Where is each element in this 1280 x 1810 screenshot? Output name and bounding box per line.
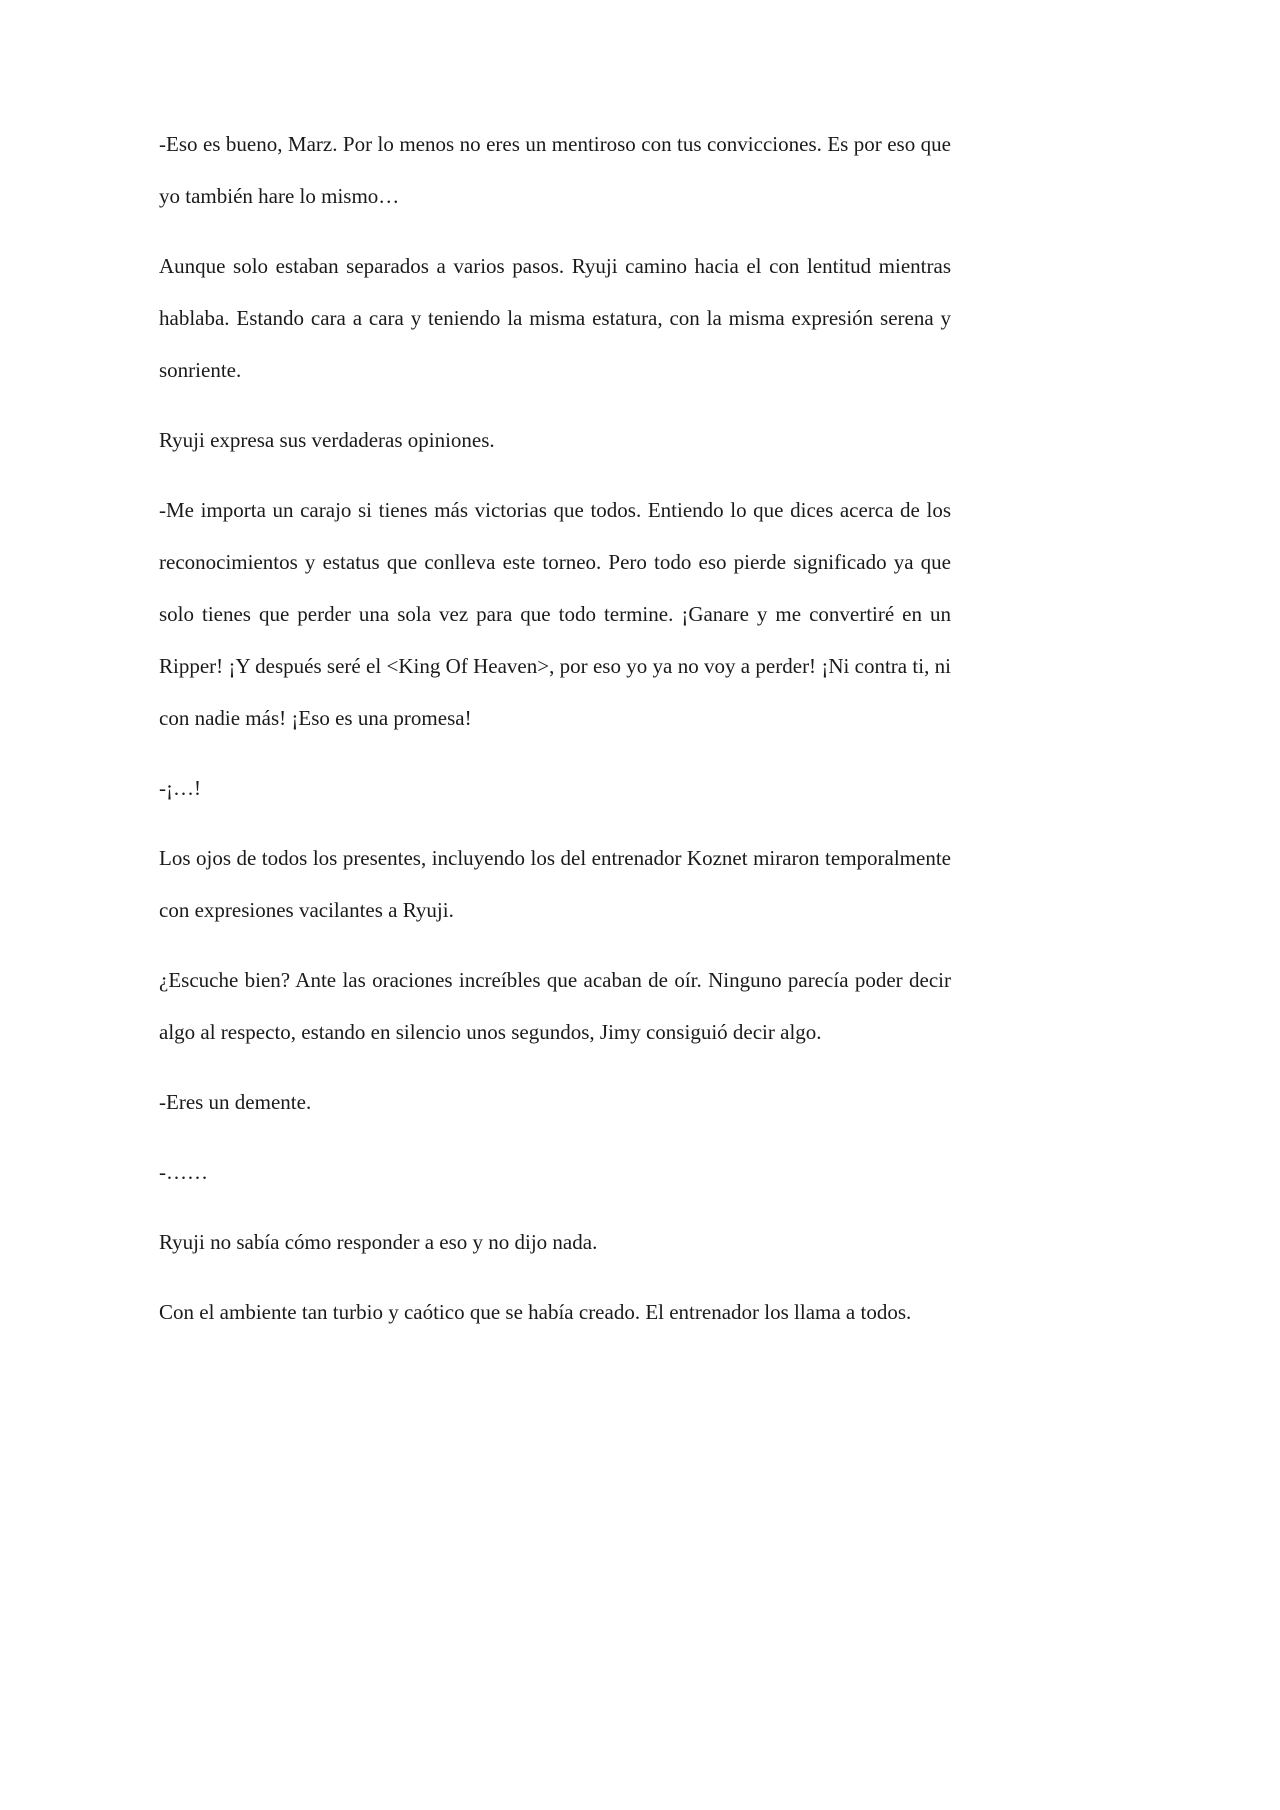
paragraph-9: -…… <box>159 1160 208 1184</box>
paragraph-10: Ryuji no sabía cómo responder a eso y no dijo nada. <box>159 1230 598 1254</box>
paragraph-1: -Eso es bueno, Marz. Por lo menos no eres un mentiroso con tus convicciones. Es por eso que yo también hare lo mismo… <box>159 132 951 208</box>
paragraph-5: -¡…! <box>159 776 201 800</box>
paragraph-2: Aunque solo estaban separados a varios pasos. Ryuji camino hacia el con lentitud mientras hablaba. Estando cara a cara y teniendo la misma estatura, con la misma expresión serena y sonriente. <box>159 254 951 382</box>
paragraph-7: ¿Escuche bien? Ante las oraciones increíbles que acaban de oír. Ninguno parecía poder decir algo al respecto, estando en silencio unos segundos, Jimy consiguió decir algo. <box>159 968 951 1044</box>
paragraph-8: -Eres un demente. <box>159 1090 312 1114</box>
body-text <box>159 118 951 1356</box>
paragraph-6: Los ojos de todos los presentes, incluyendo los del entrenador Koznet miraron temporalmente con expresiones vacilantes a Ryuji. <box>159 846 951 922</box>
paragraph-11: Con el ambiente tan turbio y caótico que se había creado. El entrenador los llama a todos. <box>159 1300 912 1324</box>
paragraph-3: Ryuji expresa sus verdaderas opiniones. <box>159 428 495 452</box>
paragraph-4: -Me importa un carajo si tienes más victorias que todos. Entiendo lo que dices acerca de los reconocimientos y estatus que conlleva este torneo. Pero todo eso pierde significado ya que solo tienes que perder una sola vez para que todo termine. ¡Ganare y me convertiré en un Ripper! ¡Y después seré el <King Of Heaven>, por eso yo ya no voy a perder! ¡Ni contra ti, ni con nadie más! ¡Eso es una promesa! <box>159 498 951 730</box>
